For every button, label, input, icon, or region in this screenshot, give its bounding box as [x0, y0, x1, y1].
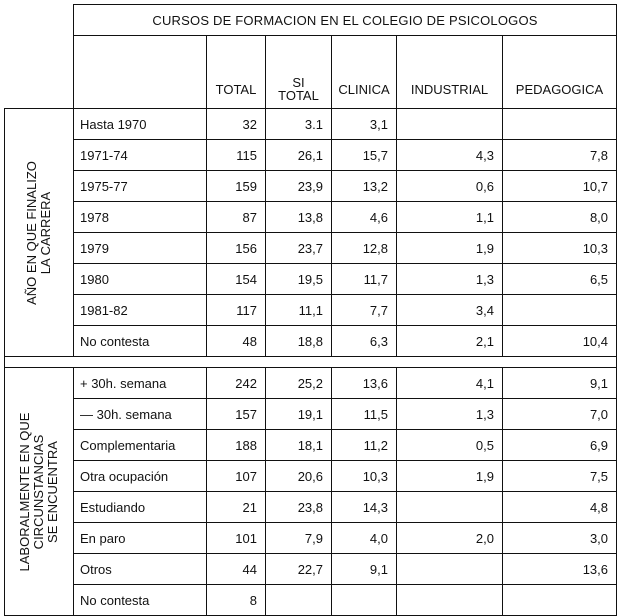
cell-total: 188: [207, 430, 266, 461]
table-row: [5, 202, 617, 233]
cell-total: 32: [207, 109, 266, 140]
cell-clinica: 4,6: [332, 202, 397, 233]
cell-industrial: [397, 554, 503, 585]
header-si-total-line1: SI: [292, 75, 305, 90]
cell-clinica: 9,1: [332, 554, 397, 585]
corner-blank-2: [5, 36, 74, 109]
cell-industrial: 2,1: [397, 326, 503, 357]
cell-total: 87: [207, 202, 266, 233]
employment-group-label: [18, 412, 60, 571]
header-industrial: INDUSTRIAL: [397, 36, 503, 109]
cell-si-total: 23,9: [266, 171, 332, 202]
title-row: [5, 5, 617, 36]
cell-industrial: 1,3: [397, 264, 503, 295]
cell-industrial: [397, 492, 503, 523]
cell-industrial: [397, 109, 503, 140]
cell-pedagogica: 13,6: [503, 554, 617, 585]
cell-pedagogica: 4,8: [503, 492, 617, 523]
cell-clinica: [332, 585, 397, 616]
cell-pedagogica: 7,0: [503, 399, 617, 430]
cell-pedagogica: 3,0: [503, 523, 617, 554]
table-row: [5, 368, 617, 399]
cell-pedagogica: 10,4: [503, 326, 617, 357]
row-label: Complementaria: [74, 430, 207, 461]
row-label: Otros: [74, 554, 207, 585]
employment-group-label-line-3: SE ENCUENTRA: [45, 440, 60, 543]
table-row: [5, 430, 617, 461]
cell-si-total: 18,8: [266, 326, 332, 357]
employment-group-label-line-1: LABORALMENTE EN QUE: [17, 412, 32, 571]
table-row: [5, 523, 617, 554]
cell-pedagogica: [503, 109, 617, 140]
row-label: 1981-82: [74, 295, 207, 326]
cell-pedagogica: 9,1: [503, 368, 617, 399]
table-row: [5, 461, 617, 492]
cell-industrial: 2,0: [397, 523, 503, 554]
row-label: — 30h. semana: [74, 399, 207, 430]
employment-group-label-line-2: CIRCUNSTANCIAS: [31, 434, 46, 549]
group-separator: [5, 357, 617, 368]
group-separator-row: [5, 357, 617, 368]
cell-si-total: 13,8: [266, 202, 332, 233]
cell-industrial: 1,3: [397, 399, 503, 430]
cell-industrial: 4,3: [397, 140, 503, 171]
cell-clinica: 7,7: [332, 295, 397, 326]
row-label: + 30h. semana: [74, 368, 207, 399]
cell-total: 117: [207, 295, 266, 326]
row-label: No contesta: [74, 326, 207, 357]
cell-clinica: 13,6: [332, 368, 397, 399]
cell-total: 21: [207, 492, 266, 523]
cell-total: 242: [207, 368, 266, 399]
cell-si-total: 18,1: [266, 430, 332, 461]
cell-si-total: [266, 585, 332, 616]
row-label: No contesta: [74, 585, 207, 616]
cell-clinica: 11,7: [332, 264, 397, 295]
cell-industrial: 4,1: [397, 368, 503, 399]
table-row: [5, 399, 617, 430]
row-label: En paro: [74, 523, 207, 554]
cell-total: 154: [207, 264, 266, 295]
cell-total: 107: [207, 461, 266, 492]
year-group-label-line-2: LA CARRERA: [38, 191, 53, 274]
header-si-total-line2: TOTAL: [278, 88, 319, 103]
header-pedagogica: PEDAGOGICA: [503, 36, 617, 109]
cell-total: 157: [207, 399, 266, 430]
cell-industrial: 1,9: [397, 461, 503, 492]
year-group-label-cell: [5, 109, 74, 357]
formation-courses-table: [4, 4, 617, 616]
cell-total: 44: [207, 554, 266, 585]
cell-pedagogica: 7,8: [503, 140, 617, 171]
row-label: Estudiando: [74, 492, 207, 523]
table-title: CURSOS DE FORMACION EN EL COLEGIO DE PSICOLOGOS: [74, 5, 617, 36]
year-group-label-line-1: AÑO EN QUE FINALIZO: [24, 160, 39, 305]
table-row: [5, 492, 617, 523]
cell-industrial: 0,6: [397, 171, 503, 202]
cell-si-total: 23,7: [266, 233, 332, 264]
cell-clinica: 11,5: [332, 399, 397, 430]
cell-si-total: 20,6: [266, 461, 332, 492]
row-label: 1979: [74, 233, 207, 264]
row-label: 1975-77: [74, 171, 207, 202]
cell-si-total: 11,1: [266, 295, 332, 326]
table-row: [5, 109, 617, 140]
cell-si-total: 25,2: [266, 368, 332, 399]
cell-si-total: 23,8: [266, 492, 332, 523]
cell-si-total: 19,1: [266, 399, 332, 430]
row-label: 1980: [74, 264, 207, 295]
cell-total: 156: [207, 233, 266, 264]
cell-clinica: 13,2: [332, 171, 397, 202]
cell-total: 115: [207, 140, 266, 171]
table-row: [5, 326, 617, 357]
cell-si-total: 22,7: [266, 554, 332, 585]
header-empty: [74, 36, 207, 109]
table-row: [5, 264, 617, 295]
header-clinica: CLINICA: [332, 36, 397, 109]
cell-pedagogica: 7,5: [503, 461, 617, 492]
cell-industrial: 0,5: [397, 430, 503, 461]
cell-total: 8: [207, 585, 266, 616]
cell-pedagogica: 6,5: [503, 264, 617, 295]
header-total: TOTAL: [207, 36, 266, 109]
cell-clinica: 11,2: [332, 430, 397, 461]
row-label: 1978: [74, 202, 207, 233]
cell-total: 159: [207, 171, 266, 202]
year-group-label: [25, 161, 53, 305]
data-table-frame: [4, 4, 616, 608]
table-row: [5, 233, 617, 264]
employment-group-label-cell: [5, 368, 74, 616]
table-row: [5, 171, 617, 202]
row-label: 1971-74: [74, 140, 207, 171]
column-header-row: [5, 36, 617, 109]
cell-pedagogica: 6,9: [503, 430, 617, 461]
cell-industrial: 3,4: [397, 295, 503, 326]
cell-pedagogica: 8,0: [503, 202, 617, 233]
cell-clinica: 15,7: [332, 140, 397, 171]
cell-clinica: 4,0: [332, 523, 397, 554]
row-label: Hasta 1970: [74, 109, 207, 140]
corner-blank: [5, 5, 74, 36]
cell-si-total: 7,9: [266, 523, 332, 554]
row-label: Otra ocupación: [74, 461, 207, 492]
cell-pedagogica: 10,3: [503, 233, 617, 264]
cell-clinica: 10,3: [332, 461, 397, 492]
cell-pedagogica: [503, 585, 617, 616]
table-row: [5, 554, 617, 585]
cell-si-total: 3.1: [266, 109, 332, 140]
header-si-total: [266, 36, 332, 109]
cell-clinica: 12,8: [332, 233, 397, 264]
table-row: [5, 585, 617, 616]
cell-total: 101: [207, 523, 266, 554]
cell-industrial: [397, 585, 503, 616]
cell-clinica: 6,3: [332, 326, 397, 357]
cell-industrial: 1,1: [397, 202, 503, 233]
table-row: [5, 295, 617, 326]
cell-pedagogica: 10,7: [503, 171, 617, 202]
cell-clinica: 14,3: [332, 492, 397, 523]
cell-industrial: 1,9: [397, 233, 503, 264]
cell-si-total: 19,5: [266, 264, 332, 295]
cell-clinica: 3,1: [332, 109, 397, 140]
cell-si-total: 26,1: [266, 140, 332, 171]
table-row: [5, 140, 617, 171]
cell-total: 48: [207, 326, 266, 357]
cell-pedagogica: [503, 295, 617, 326]
